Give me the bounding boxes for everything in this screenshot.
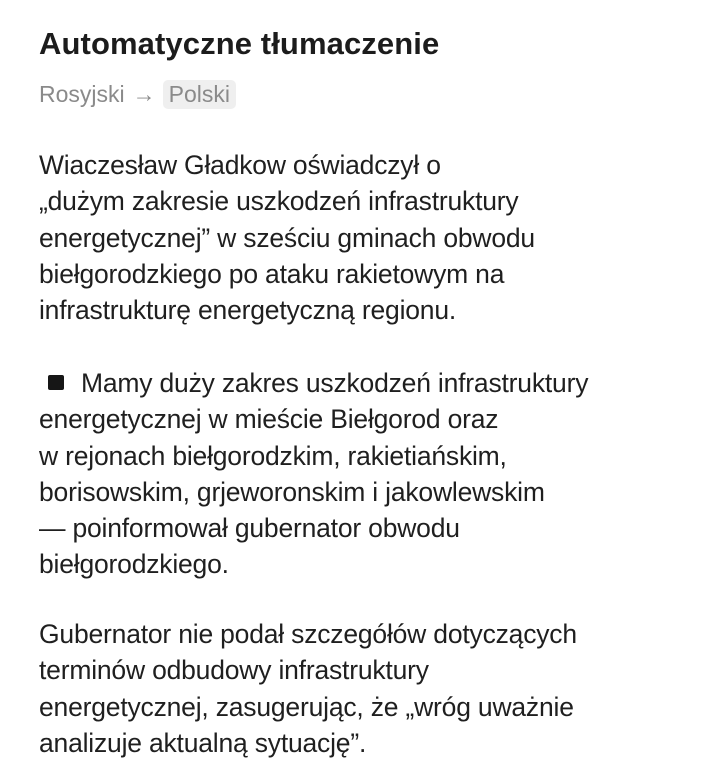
text-line: Gubernator nie podał szczegółów dotyczących: [39, 619, 577, 649]
text-line: analizuje aktualną sytuację”.: [39, 727, 367, 758]
text-line: Wiaczesław Gładkow oświadczył o: [39, 150, 441, 180]
text-line: energetycznej” w sześciu gminach obwodu: [39, 222, 535, 253]
text-line: energetycznej w mieście Biełgorod oraz: [39, 404, 499, 435]
target-language-chip[interactable]: Polski: [163, 80, 236, 109]
translated-paragraph-3: [39, 616, 577, 761]
black-square-icon: [48, 375, 64, 390]
source-language: Rosyjski: [39, 80, 125, 107]
text-line: — poinformował gubernator obwodu: [39, 513, 460, 544]
text-line: biełgorodzkiego.: [39, 549, 229, 580]
text-line: w rejonach biełgorodzkim, rakietiańskim,: [39, 440, 507, 471]
text-line: „dużym zakresie uszkodzeń infrastruktury: [39, 186, 519, 217]
translated-paragraph-1: [39, 147, 535, 328]
text-line: borisowskim, grjeworonskim i jakowlewskim: [39, 476, 545, 507]
arrow-right-icon: →: [132, 80, 156, 107]
text-line: Mamy duży zakres uszkodzeń infrastruktury: [81, 368, 589, 398]
text-line: biełgorodzkiego po ataku rakietowym na: [39, 258, 505, 289]
text-line: terminów odbudowy infrastruktury: [39, 655, 429, 686]
text-line: energetycznej, zasugerując, że „wróg uważnie: [39, 691, 574, 722]
page-title: Automatyczne tłumaczenie: [39, 26, 440, 61]
text-line: infrastrukturę energetyczną regionu.: [39, 295, 457, 326]
language-indicator: [39, 78, 236, 110]
translated-paragraph-2: [39, 365, 588, 583]
